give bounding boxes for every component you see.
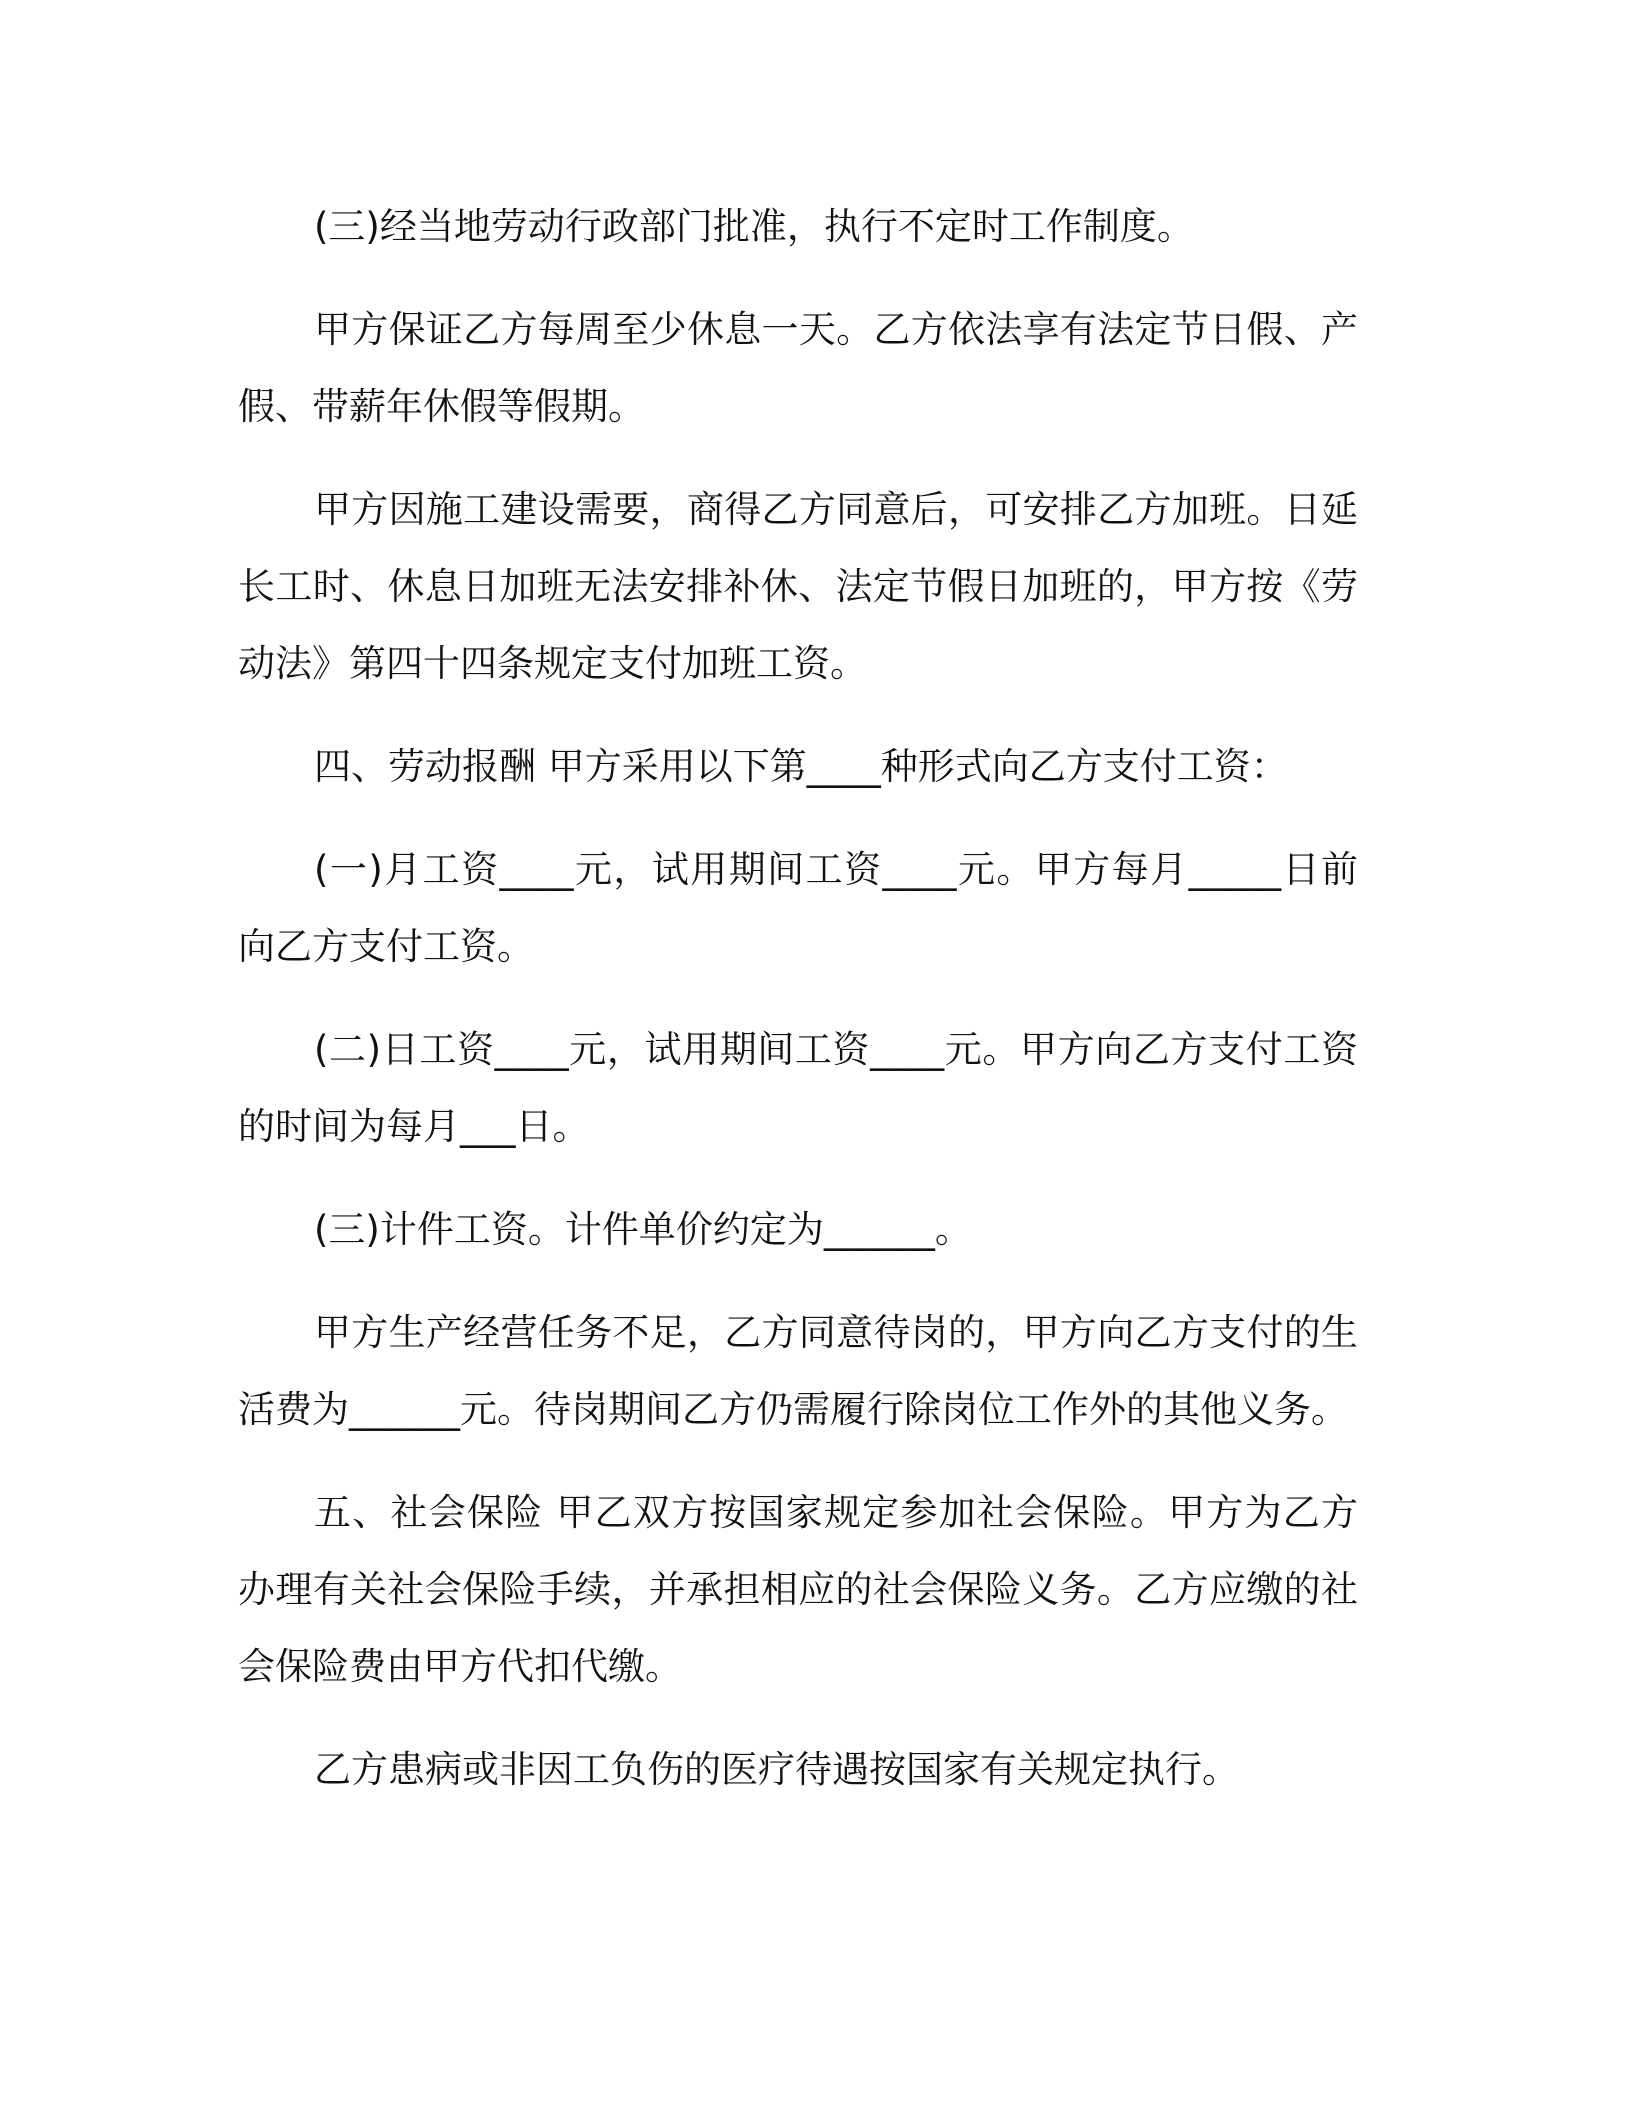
document-body: [238, 188, 1358, 1834]
paragraph-monthly-wage: (一)月工资____元，试用期间工资____元。甲方每月_____日前向乙方支付工资。: [238, 848, 1358, 968]
section-heading-social-insurance: 五、社会保险 甲乙双方按国家规定参加社会保险。甲方为乙方办理有关社会保险手续，并承担相应的社会保险义务。乙方应缴的社会保险费由甲方代扣代缴。: [238, 1491, 1358, 1688]
paragraph-standby-allowance: 甲方生产经营任务不足，乙方同意待岗的，甲方向乙方支付的生活费为______元。待岗期间乙方仍需履行除岗位工作外的其他义务。: [238, 1311, 1358, 1431]
paragraph-daily-wage: (二)日工资____元，试用期间工资____元。甲方向乙方支付工资的时间为每月___日。: [238, 1028, 1358, 1148]
paragraph-overtime: 甲方因施工建设需要，商得乙方同意后，可安排乙方加班。日延长工时、休息日加班无法安排补休、法定节假日加班的，甲方按《劳动法》第四十四条规定支付加班工资。: [238, 488, 1358, 685]
paragraph-rest-days: 甲方保证乙方每周至少休息一天。乙方依法享有法定节日假、产假、带薪年休假等假期。: [238, 308, 1358, 428]
paragraph-irregular-hours: (三)经当地劳动行政部门批准，执行不定时工作制度。: [314, 205, 1194, 248]
section-heading-remuneration: 四、劳动报酬 甲方采用以下第____种形式向乙方支付工资：: [314, 745, 1288, 788]
paragraph-piece-wage: (三)计件工资。计件单价约定为______。: [314, 1208, 972, 1251]
paragraph-medical-treatment: 乙方患病或非因工负伤的医疗待遇按国家有关规定执行。: [314, 1748, 1239, 1791]
